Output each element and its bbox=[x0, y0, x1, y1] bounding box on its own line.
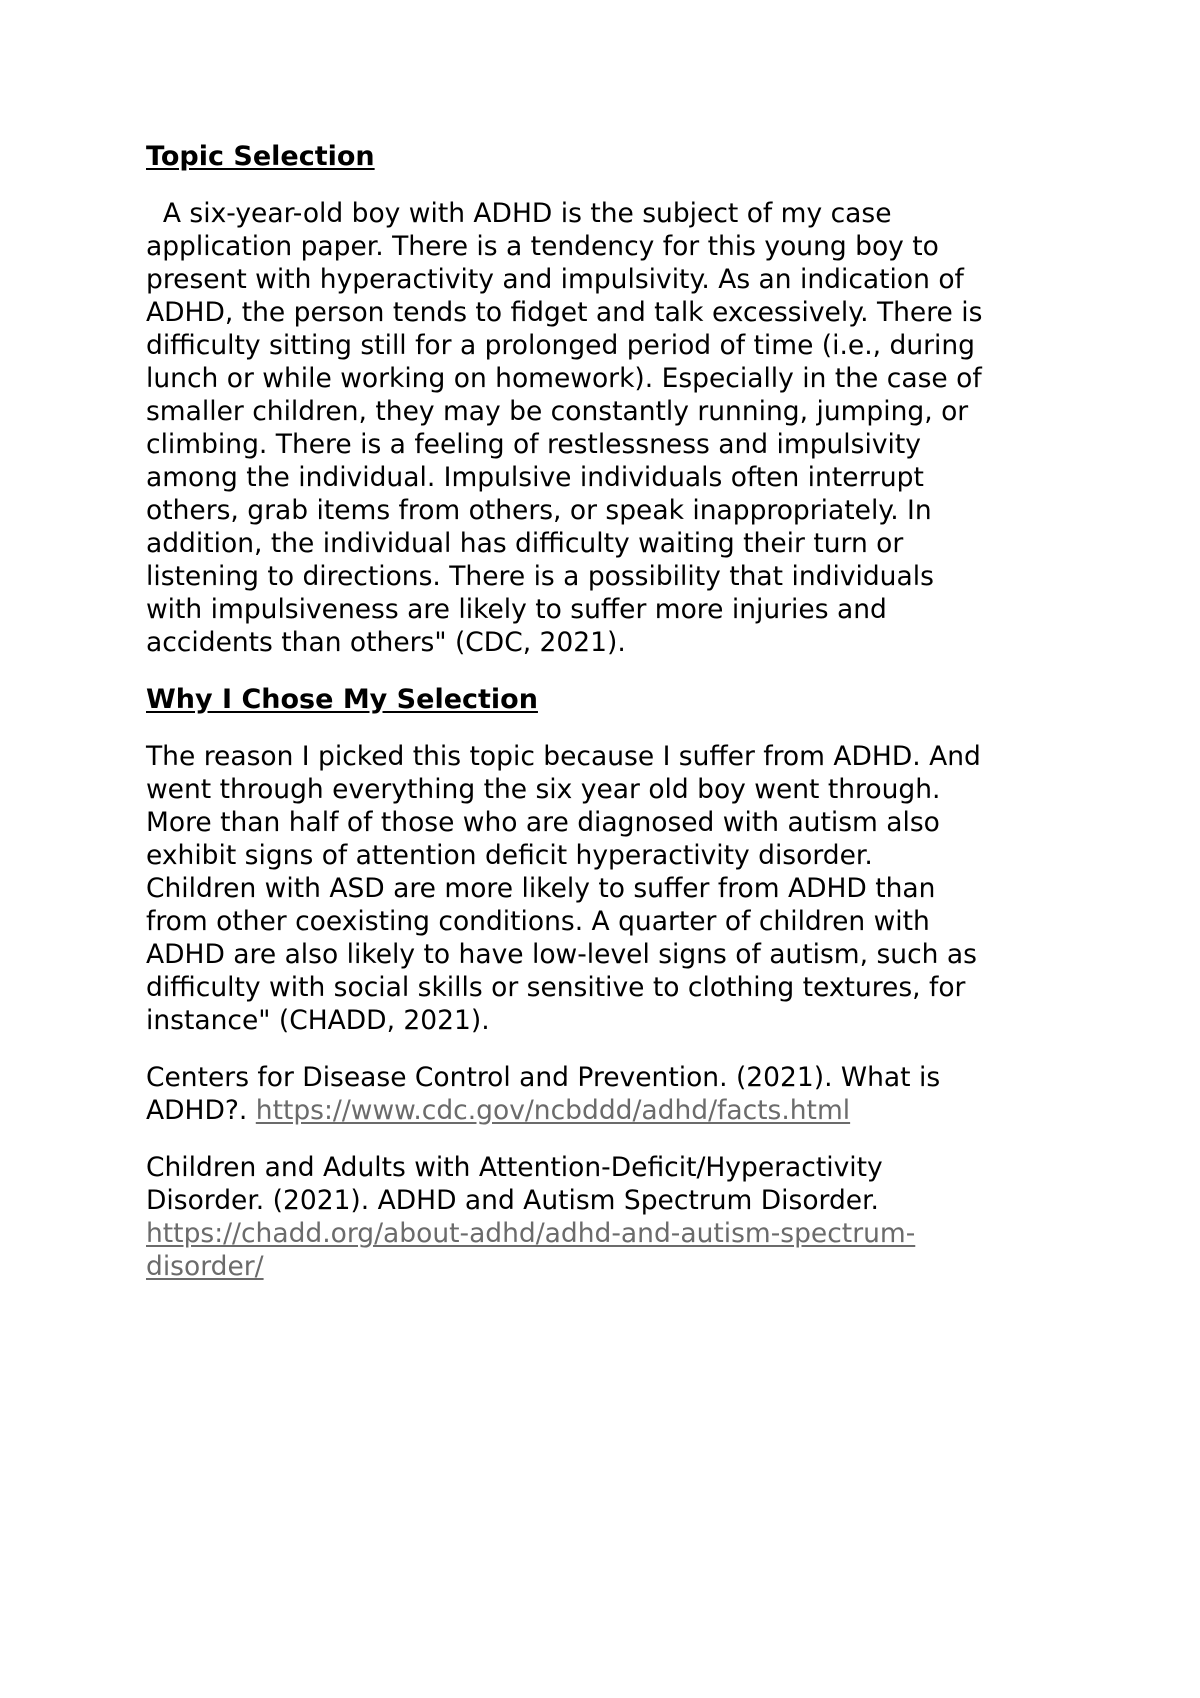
text-line: A six-year-old boy with ADHD is the subject of my case bbox=[146, 198, 892, 229]
reference-chadd bbox=[146, 1151, 1066, 1283]
text-line: addition, the individual has difficulty waiting their turn or bbox=[146, 528, 904, 559]
text-line: difficulty sitting still for a prolonged period of time (i.e., during bbox=[146, 330, 975, 361]
text-line: smaller children, they may be constantly running, jumping, or bbox=[146, 396, 969, 427]
section-heading-why-i-chose: Why I Chose My Selection bbox=[146, 684, 538, 715]
text-line: ADHD are also likely to have low-level signs of autism, such as bbox=[146, 939, 977, 970]
reference-link-chadd-continued[interactable]: disorder/ bbox=[146, 1251, 264, 1282]
text-line: The reason I picked this topic because I suffer from ADHD. And bbox=[146, 741, 981, 772]
reference-text: Centers for Disease Control and Prevention. (2021). What is bbox=[146, 1062, 941, 1093]
text-line: climbing. There is a feeling of restlessness and impulsivity bbox=[146, 429, 921, 460]
text-line: lunch or while working on homework). Especially in the case of bbox=[146, 363, 982, 394]
text-line: listening to directions. There is a possibility that individuals bbox=[146, 561, 934, 592]
reference-text: Disorder. (2021). ADHD and Autism Spectrum Disorder. bbox=[146, 1185, 879, 1216]
reference-text: ADHD?. bbox=[146, 1095, 256, 1126]
text-line: accidents than others" (CDC, 2021). bbox=[146, 627, 626, 658]
text-line: More than half of those who are diagnosed with autism also bbox=[146, 807, 940, 838]
reference-link-chadd[interactable]: https://chadd.org/about-adhd/adhd-and-autism-spectrum- bbox=[146, 1218, 916, 1249]
paragraph-topic-selection bbox=[146, 197, 1066, 659]
text-line: ADHD, the person tends to fidget and talk excessively. There is bbox=[146, 297, 983, 328]
text-line: difficulty with social skills or sensitive to clothing textures, for bbox=[146, 972, 966, 1003]
text-line: exhibit signs of attention deficit hyperactivity disorder. bbox=[146, 840, 873, 871]
text-line: instance" (CHADD, 2021). bbox=[146, 1005, 490, 1036]
text-line: from other coexisting conditions. A quarter of children with bbox=[146, 906, 930, 937]
text-line: others, grab items from others, or speak inappropriately. In bbox=[146, 495, 932, 526]
section-heading-topic-selection: Topic Selection bbox=[146, 141, 375, 172]
text-line: with impulsiveness are likely to suffer more injuries and bbox=[146, 594, 887, 625]
text-line: application paper. There is a tendency for this young boy to bbox=[146, 231, 939, 262]
reference-line bbox=[146, 1094, 1066, 1127]
text-line: among the individual. Impulsive individuals often interrupt bbox=[146, 462, 924, 493]
paragraph-why-i-chose bbox=[146, 740, 1066, 1037]
reference-link-cdc[interactable]: https://www.cdc.gov/ncbddd/adhd/facts.html bbox=[255, 1095, 851, 1126]
document-page bbox=[146, 140, 1066, 1283]
text-line: went through everything the six year old boy went through. bbox=[146, 774, 941, 805]
reference-cdc bbox=[146, 1061, 1066, 1127]
reference-text: Children and Adults with Attention-Deficit/Hyperactivity bbox=[146, 1152, 883, 1183]
text-line: present with hyperactivity and impulsivity. As an indication of bbox=[146, 264, 964, 295]
text-line: Children with ASD are more likely to suffer from ADHD than bbox=[146, 873, 936, 904]
